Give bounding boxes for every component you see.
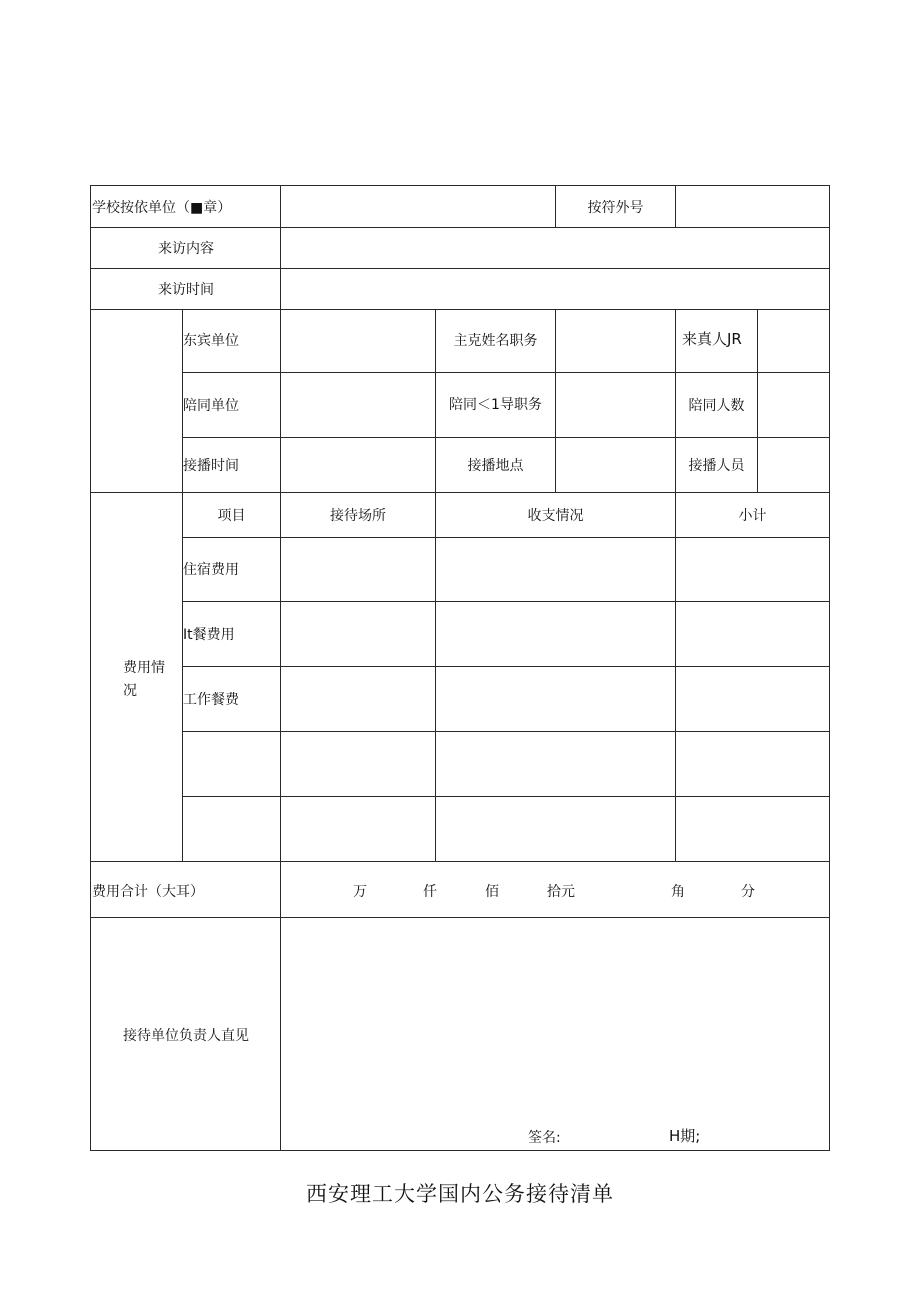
accompany-count-label: 陪同人数 bbox=[688, 398, 745, 414]
visit-time-label: 来访时间 bbox=[158, 282, 214, 298]
unit-shi-yuan: 拾元 bbox=[547, 884, 575, 900]
rule bbox=[280, 861, 281, 1151]
expense-section-label: 费用情 bbox=[123, 660, 165, 676]
opinion-label: 接待单位负责人直见 bbox=[123, 1028, 249, 1044]
reception-time-label: 接播时间 bbox=[183, 458, 239, 474]
rule bbox=[757, 309, 758, 492]
reception-place-label: 接播地点 bbox=[467, 458, 524, 474]
header-venue: 接待场所 bbox=[330, 508, 386, 524]
date-label: H期; bbox=[669, 1127, 701, 1145]
accompany-leader-title-label: 陪同＜1导职务 bbox=[449, 397, 542, 413]
header-income-expense: 收支情况 bbox=[527, 508, 584, 524]
unit-wan: 万 bbox=[353, 884, 367, 900]
expense-item-meals: It餐费用 bbox=[183, 627, 235, 643]
header-item: 项目 bbox=[217, 508, 246, 524]
rule bbox=[182, 309, 183, 861]
rule bbox=[435, 309, 436, 861]
rule bbox=[90, 1150, 830, 1151]
signature-label: 筌名: bbox=[528, 1130, 561, 1146]
rule bbox=[90, 861, 830, 862]
unit-qian: 仟 bbox=[423, 884, 437, 900]
guest-unit-label: 东宾单位 bbox=[183, 333, 239, 349]
total-label: 费用合计（大耳） bbox=[92, 884, 204, 900]
rule bbox=[90, 492, 830, 493]
header-subtotal: 小计 bbox=[738, 508, 767, 524]
accompany-unit-label: 陪同单位 bbox=[183, 398, 239, 414]
visit-content-label: 来访内容 bbox=[158, 241, 214, 257]
rule bbox=[90, 268, 830, 269]
visitor-count-label: 来真人JR bbox=[682, 330, 742, 348]
rule bbox=[90, 309, 830, 310]
unit-jiao: 角 bbox=[671, 884, 685, 900]
expense-section-label: 况 bbox=[123, 683, 137, 699]
rule bbox=[675, 185, 676, 227]
unit-fen: 分 bbox=[741, 884, 755, 900]
rule bbox=[675, 309, 676, 861]
school-unit-label: 学校按依单位（■章） bbox=[92, 200, 232, 216]
expense-item-work-meal: 工作餐费 bbox=[183, 692, 239, 708]
expense-item-lodging: 住宿费用 bbox=[183, 562, 239, 578]
document-title: 西安理工大学国内公务接待清单 bbox=[306, 1182, 614, 1206]
rule bbox=[90, 185, 91, 1151]
rule bbox=[90, 917, 830, 918]
rule bbox=[829, 185, 830, 1151]
rule bbox=[90, 185, 830, 186]
reception-number-label: 按符外号 bbox=[587, 200, 644, 216]
host-name-title-label: 主克姓名职务 bbox=[453, 333, 538, 349]
rule bbox=[90, 227, 830, 228]
rule bbox=[280, 309, 281, 861]
reception-staff-label: 接播人员 bbox=[688, 458, 745, 474]
rule bbox=[280, 185, 281, 309]
rule bbox=[555, 309, 556, 492]
unit-bai: 佰 bbox=[485, 884, 499, 900]
